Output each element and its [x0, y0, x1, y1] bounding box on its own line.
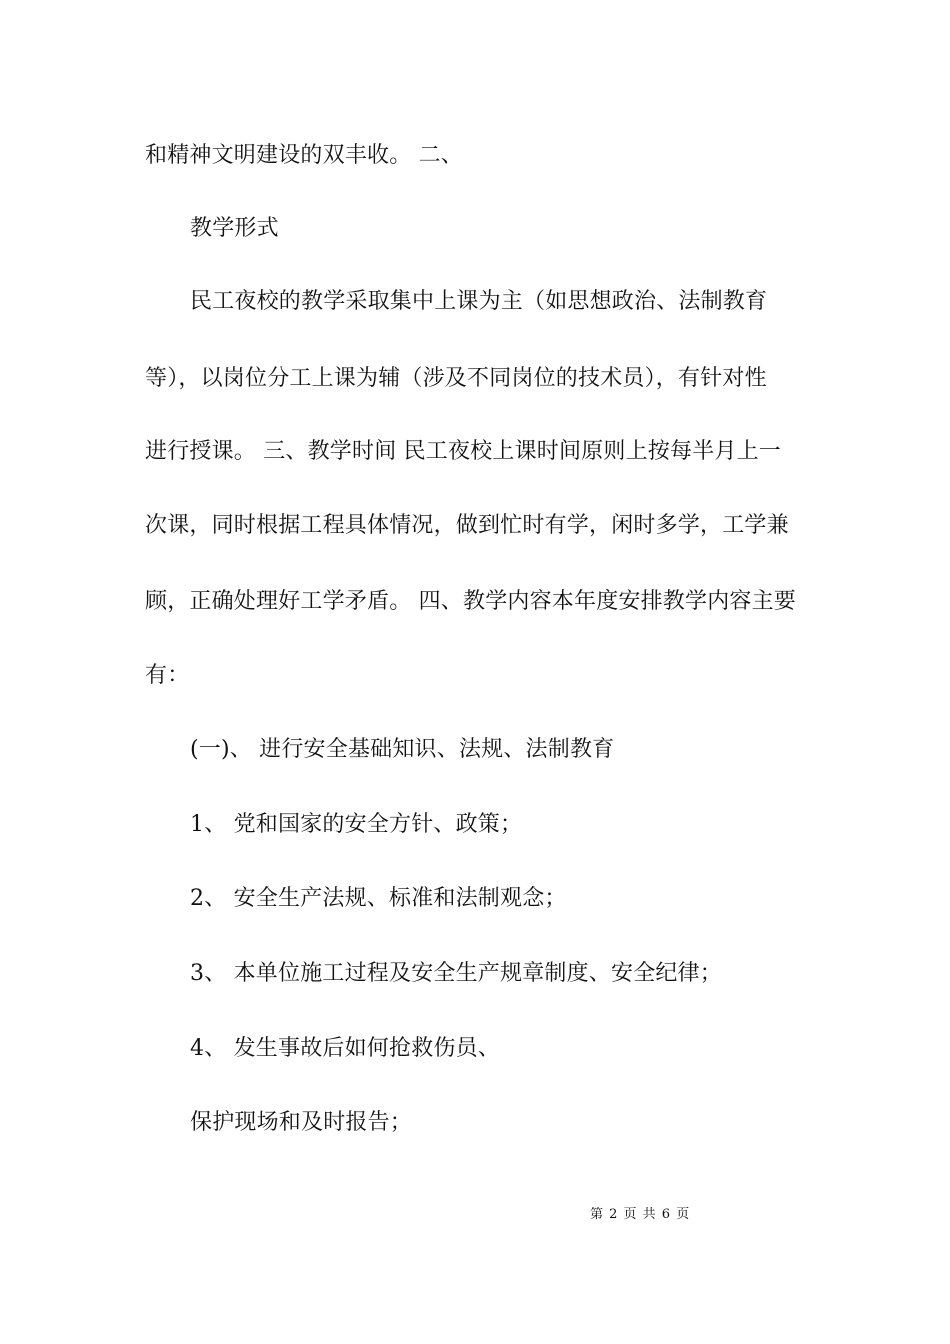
page-number-footer: 第 2 页 共 6 页 [590, 1207, 691, 1222]
paragraph-line-4: 等），以岗位分工上课为辅（涉及不同岗位的技术员），有针对性 [145, 366, 767, 391]
list-item-2: 2、 安全生产法规、标准和法制观念； [190, 886, 567, 911]
list-item-4-continuation: 保护现场和及时报告； [190, 1110, 413, 1135]
paragraph-line-3: 民工夜校的教学采取集中上课为主（如思想政治、法制教育 [190, 289, 768, 314]
list-heading-safety-education: (一)、 进行安全基础知识、法规、法制教育 [190, 737, 615, 762]
paragraph-line-7: 顾，正确处理好工学矛盾。 四、教学内容本年度安排教学内容主要 [145, 589, 796, 614]
paragraph-line-1: 和精神文明建设的双丰收。 二、 [145, 143, 463, 168]
paragraph-line-5: 进行授课。 三、教学时间 民工夜校上课时间原则上按每半月上一 [145, 439, 781, 464]
list-item-4: 4、 发生事故后如何抢救伤员、 [190, 1036, 500, 1061]
paragraph-line-6: 次课，同时根据工程具体情况，做到忙时有学，闲时多学，工学兼 [145, 513, 789, 538]
section-heading-teaching-form: 教学形式 [190, 216, 279, 241]
list-item-3: 3、 本单位施工过程及安全生产规章制度、安全纪律； [190, 961, 722, 986]
paragraph-line-8: 有： [145, 663, 190, 688]
list-item-1: 1、 党和国家的安全方针、政策； [190, 812, 523, 837]
